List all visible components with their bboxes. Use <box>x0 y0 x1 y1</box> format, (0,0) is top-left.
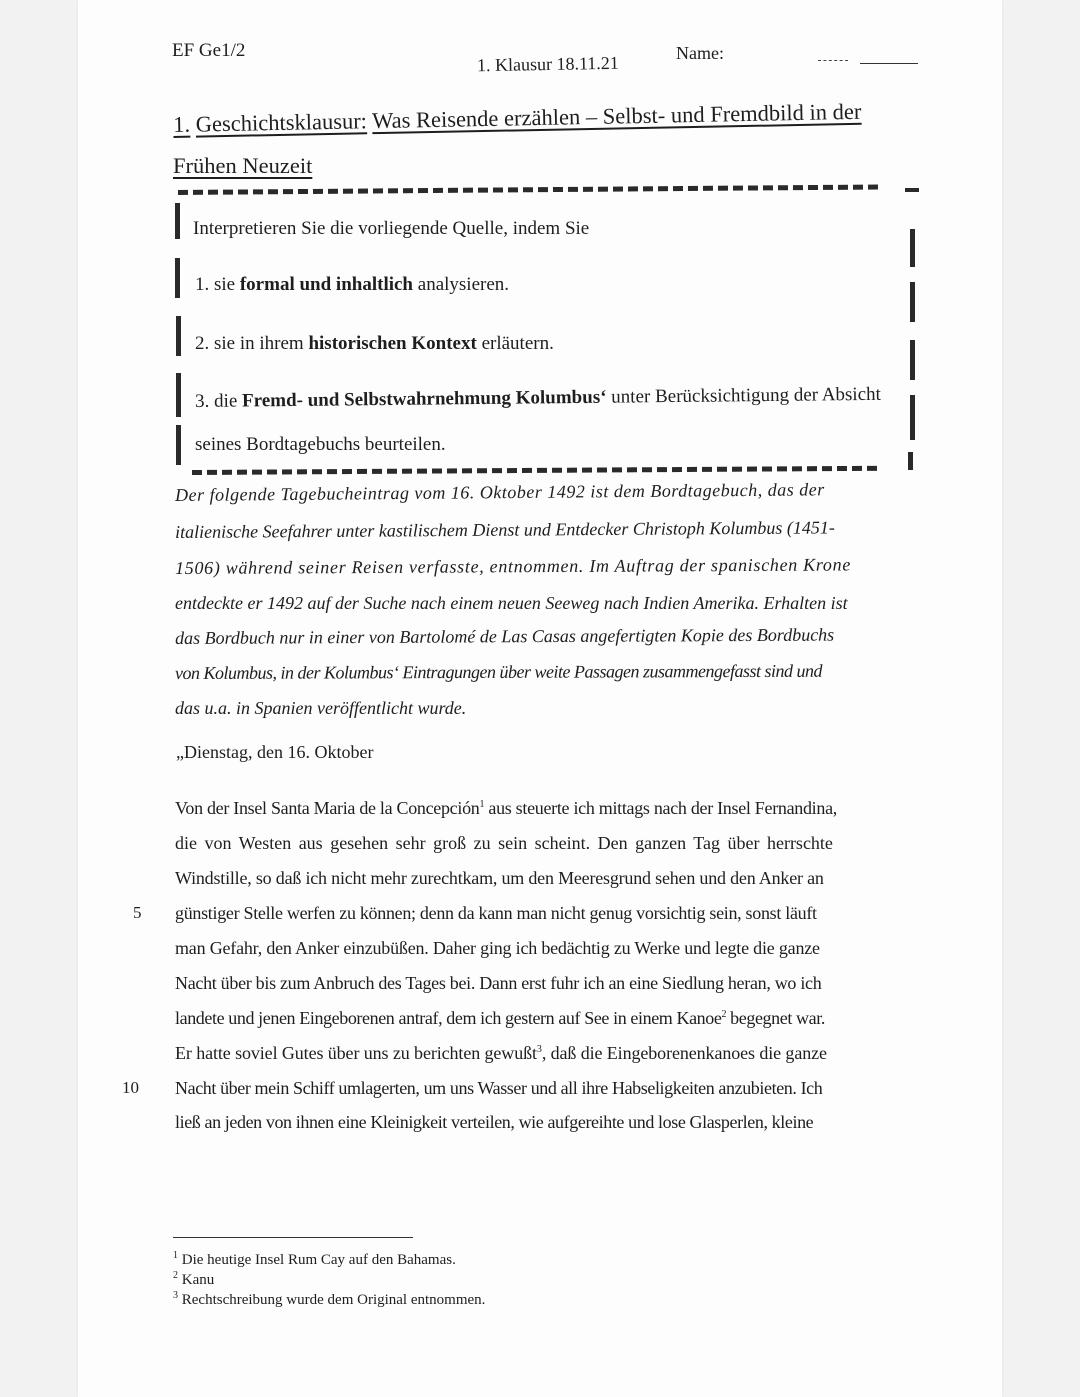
task-box-right-bar <box>908 452 913 470</box>
name-label: Name: <box>676 43 724 63</box>
source-line: Windstille, so daß ich nicht mehr zurechtkam, um den Meeresgrund sehen und den Anker an <box>175 868 824 888</box>
footnote-3: $^3$ Rechtschreibung wurde dem Original entnommen. <box>173 1290 486 1308</box>
task-item-3-cont: seines Bordtagebuchs beurteilen. <box>195 434 446 455</box>
exam-title: 1. Geschichtsklausur: Was Reisende erzählen – Selbst- und Fremdbild in der <box>173 98 862 137</box>
intro-line: Der folgende Tagebucheintrag vom 16. Oktober 1492 ist dem Bordtagebuch, das der <box>175 479 825 505</box>
line-number-5: 5 <box>133 903 142 922</box>
source-line: ließ an jeden von ihnen eine Kleinigkeit verteilen, wie aufgereihte und lose Glasperlen, kleine <box>175 1112 814 1132</box>
task-box-left-bar <box>176 373 181 417</box>
line-number-10: 10 <box>122 1078 139 1097</box>
source-line: Nacht über mein Schiff umlagerten, um uns Wasser und all ihre Habseligkeiten anzubieten. Ich <box>175 1078 823 1098</box>
source-line: günstiger Stelle werfen zu können; denn da kann man nicht genug vorsichtig sein, sonst läuft <box>175 903 817 923</box>
intro-line: von Kolumbus, in der Kolumbus‘ Eintragungen über weite Passagen zusammengefasst sind und <box>175 660 823 683</box>
task-box-right-bar <box>910 340 915 380</box>
footnote-2: $^2$ Kanu <box>173 1270 215 1288</box>
source-line: Von der Insel Santa Maria de la Concepción$^1$ aus steuerte ich mittags nach der Insel Fernandina, <box>175 798 837 818</box>
footnote-separator <box>173 1237 413 1238</box>
intro-line: das u.a. in Spanien veröffentlicht wurde. <box>175 698 467 718</box>
intro-line: entdeckte er 1492 auf der Suche nach einem neuen Seeweg nach Indien Amerika. Erhalten ist <box>175 593 848 613</box>
task-box-right-bar <box>910 229 915 267</box>
source-line: die von Westen aus gesehen sehr groß zu sein scheint. Den ganzen Tag über herrschte <box>175 833 833 853</box>
task-item-2: 2. sie in ihrem historischen Kontext erläutern. <box>195 333 554 354</box>
source-line: landete und jenen Eingeborenen antraf, dem ich gestern auf See in einem Kanoe$^2$ begegnet war. <box>175 1008 825 1028</box>
source-date: „Dienstag, den 16. Oktober <box>176 742 374 762</box>
task-box-corner <box>905 188 919 192</box>
exam-date: 1. Klausur 18.11.21 <box>476 52 619 76</box>
source-line: Er hatte soviel Gutes über uns zu berichten gewußt$^3$, daß die Eingeborenenkanoes die ganze <box>175 1043 827 1063</box>
task-box-right-bar <box>910 282 915 322</box>
task-item-1: 1. sie formal und inhaltlich analysieren. <box>195 274 510 295</box>
task-box-right-bar <box>910 395 915 440</box>
task-item-3: 3. die Fremd- und Selbstwahrnehmung Kolumbus‘ unter Berücksichtigung der Absicht <box>195 383 881 412</box>
source-line: man Gefahr, den Anker einzubüßen. Daher ging ich bedächtig zu Werke und legte die ganze <box>175 938 820 958</box>
course-label: EF Ge1/2 <box>172 40 246 61</box>
task-box-left-bar <box>176 316 181 356</box>
task-intro: Interpretieren Sie die vorliegende Quelle, indem Sie <box>193 218 590 239</box>
task-box-left-bar <box>175 258 180 298</box>
footnote-1: $^1$ Die heutige Insel Rum Cay auf den Bahamas. <box>173 1250 456 1268</box>
name-line <box>860 63 918 64</box>
name-dash <box>818 60 848 61</box>
intro-line: das Bordbuch nur in einer von Bartolomé de Las Casas angefertigten Kopie des Bordbuchs <box>175 624 835 648</box>
task-box-left-bar <box>176 425 181 465</box>
intro-line: italienische Seefahrer unter kastilischem Dienst und Entdecker Christoph Kolumbus (1451- <box>175 517 835 542</box>
source-line: Nacht über bis zum Anbruch des Tages bei. Dann erst fuhr ich an eine Siedlung heran, wo ich <box>175 973 822 993</box>
intro-line: 1506) während seiner Reisen verfasste, entnommen. Im Auftrag der spanischen Krone <box>175 554 852 578</box>
exam-title-line2: Frühen Neuzeit <box>173 153 313 178</box>
task-box-left-bar <box>175 203 180 239</box>
